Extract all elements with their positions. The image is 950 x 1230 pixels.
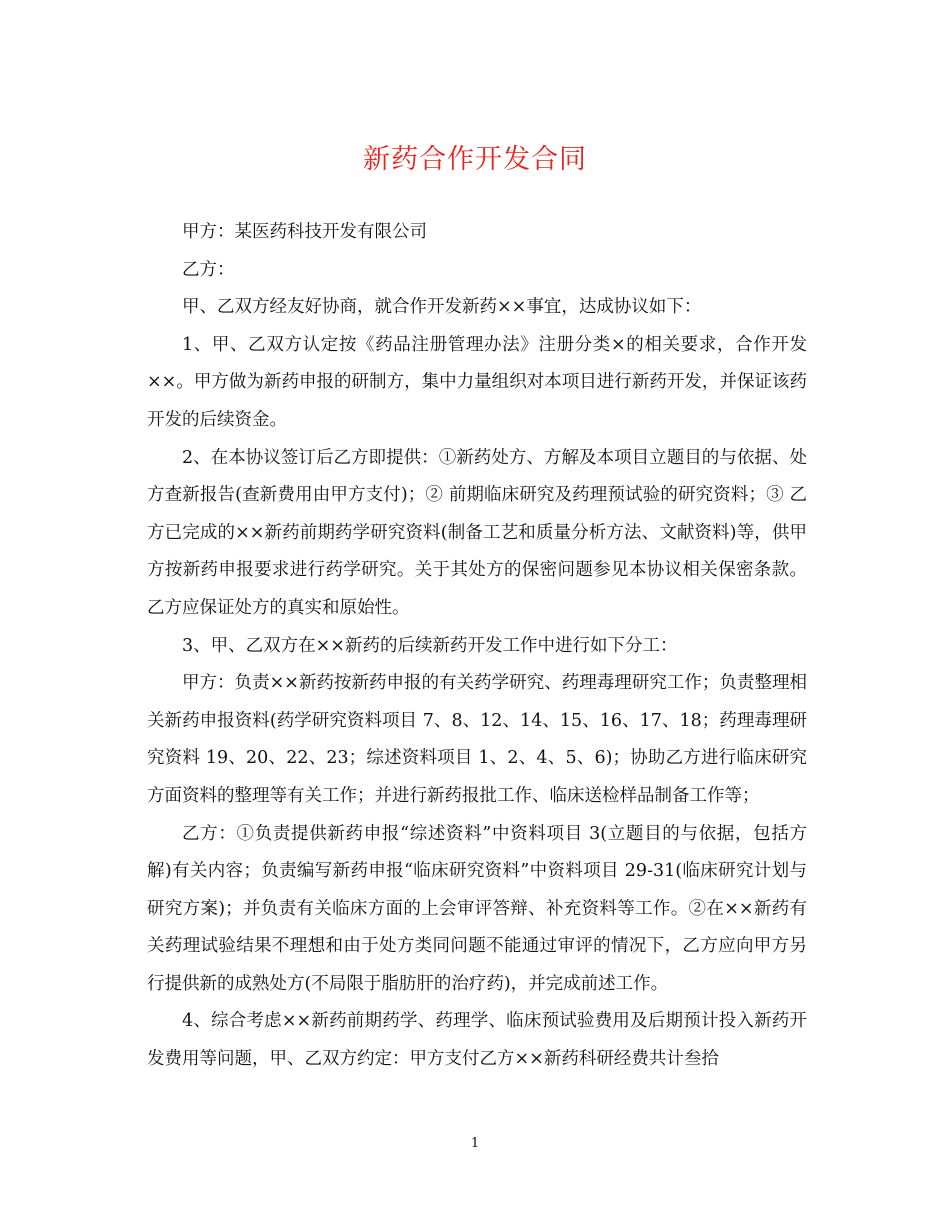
party-b-duties-paragraph: 乙方：①负责提供新药申报“综述资料”中资料项目 3(立题目的与依据，包括方解)有关内容；负责编写新药申报“临床研究资料”中资料项目 29-31(临床研究计划与研究方案)；并负责有关临床方面的上会审评答辩、补充资料等工作。②在××新药有关药理试验结果不理想和由于处方类同问题不能通过审评的情况下，乙方应向甲方另行提供新的成熟处方(不局限于脂肪肝的治疗药)，并完成前述工作。 — [147, 823, 807, 994]
party-a-line: 甲方：某医药科技开发有限公司 — [182, 222, 427, 242]
clause-2-paragraph: 2、在本协议签订后乙方即提供：①新药处方、方解及本项目立题目的与依据、处方查新报告(查新费用由甲方支付)；② 前期临床研究及药理预试验的研究资料；③ 乙方已完成的××新药前期药学研究资料(制备工艺和质量分析方法、文献资料)等，供甲方按新药申报要求进行药学研究。关于其处方的保密问题参见本协议相关保密条款。乙方应保证处方的真实和原始性。 — [147, 447, 807, 618]
page-number: 1 — [470, 1136, 480, 1151]
document-body — [147, 214, 807, 1079]
clause-4-paragraph: 4、综合考虑××新药前期药学、药理学、临床预试验费用及后期预计投入新药开发费用等问题，甲、乙双方约定：甲方支付乙方××新药科研经费共计叁拾 — [147, 1011, 807, 1070]
party-a-duties-paragraph: 甲方：负责××新药按新药申报的有关药学研究、药理毒理研究工作；负责整理相关新药申报资料(药学研究资料项目 7、8、12、14、15、16、17、18；药理毒理研究资料 19、20、22、23；综述资料项目 1、2、4、5、6)；协助乙方进行临床研究方面资料的整理等有关工作；并进行新药报批工作、临床送检样品制备工作等； — [147, 673, 807, 806]
clause-3-paragraph: 3、甲、乙双方在××新药的后续新药开发工作中进行如下分工： — [182, 635, 678, 656]
document-title: 新药合作开发合同 — [363, 144, 587, 175]
clause-1-paragraph: 1、甲、乙双方认定按《药品注册管理办法》注册分类×的相关要求，合作开发××。甲方做为新药申报的研制方，集中力量组织对本项目进行新药开发，并保证该药开发的后续资金。 — [147, 334, 807, 430]
party-b-line: 乙方： — [182, 259, 235, 280]
preamble-paragraph: 甲、乙双方经友好协商，就合作开发新药××事宜，达成协议如下： — [182, 297, 702, 318]
